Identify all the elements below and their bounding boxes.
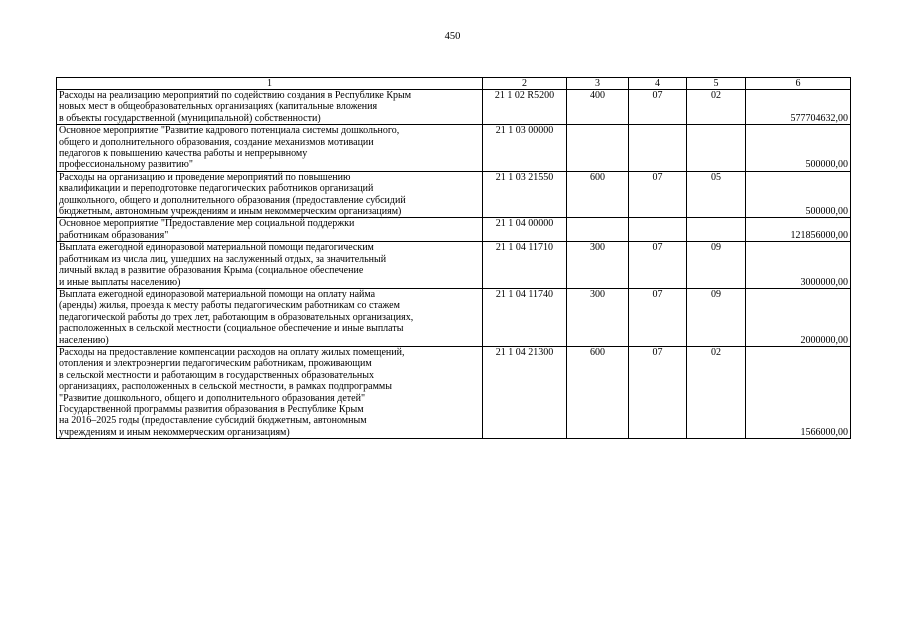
column-header-6: 6 (746, 78, 851, 90)
description-line: личный вклад в развитие образования Крыма (социальное обеспечение (59, 265, 364, 277)
description-line: в сельской местности и работающим в государственных образовательных (59, 369, 374, 381)
description-line: учреждениям и иным некоммерческим организациям) (59, 426, 290, 438)
row-code: 21 1 02 R5200 (483, 90, 567, 125)
description-line: Выплата ежегодной единоразовой материальной помощи на оплату найма (59, 288, 376, 300)
table-row (57, 125, 851, 172)
description-line: профессиональному развитию" (59, 159, 193, 171)
row-description (57, 346, 483, 438)
row-col-5: 02 (687, 90, 746, 125)
description-line: на 2016–2025 годы (предоставление субсидий бюджетным, автономным (59, 415, 367, 427)
description-line: работникам образования" (59, 229, 169, 241)
row-amount: 3000000,00 (746, 242, 851, 289)
row-description (57, 218, 483, 242)
row-code: 21 1 04 11740 (483, 288, 567, 346)
row-col-4: 07 (629, 346, 687, 438)
description-line: новых мест в общеобразовательных организациях (капитальные вложения (59, 101, 378, 113)
description-line: общего и дополнительного образования, создание механизмов мотивации (59, 136, 374, 148)
table-row (57, 171, 851, 218)
row-code: 21 1 04 00000 (483, 218, 567, 242)
description-line: Расходы на предоставление компенсации расходов на оплату жилых помещений, (59, 346, 405, 358)
description-line: работникам из числа лиц, ушедших на заслуженный отдых, за значительный (59, 253, 387, 265)
column-header-5: 5 (687, 78, 746, 90)
description-line: Государственной программы развития образования в Республике Крым (59, 403, 364, 415)
table-row (57, 218, 851, 242)
description-line: расположенных в сельской местности (социальное обеспечение и иные выплаты (59, 323, 404, 335)
description-line: в объекты государственной (муниципальной) собственности) (59, 112, 321, 124)
row-code: 21 1 04 21300 (483, 346, 567, 438)
description-line: педагогической работы до трех лет, работающим в образовательных организациях, (59, 311, 414, 323)
description-line: и иные выплаты населению) (59, 276, 181, 288)
row-col-5 (687, 218, 746, 242)
description-line: Основное мероприятие "Развитие кадрового потенциала системы дошкольного, (59, 125, 400, 137)
row-col-3: 600 (567, 171, 629, 218)
column-header-2: 2 (483, 78, 567, 90)
row-col-3 (567, 125, 629, 172)
page-number: 450 (444, 31, 461, 42)
row-description (57, 90, 483, 125)
row-code: 21 1 04 11710 (483, 242, 567, 289)
row-amount: 121856000,00 (746, 218, 851, 242)
column-header-1: 1 (57, 78, 483, 90)
table-row (57, 90, 851, 125)
description-line: (аренды) жилья, проезда к месту работы педагогическим работникам со стажем (59, 300, 400, 312)
column-header-4: 4 (629, 78, 687, 90)
description-line: "Развитие дошкольного, общего и дополнительного образования детей" (59, 392, 366, 404)
description-line: Расходы на организацию и проведение мероприятий по повышению (59, 171, 351, 183)
row-col-5: 09 (687, 288, 746, 346)
table-row (57, 346, 851, 438)
row-col-3: 400 (567, 90, 629, 125)
description-line: бюджетным, автономным учреждениям и иным некоммерческим организациям) (59, 206, 402, 218)
row-col-3 (567, 218, 629, 242)
row-col-4: 07 (629, 171, 687, 218)
description-line: отопления и электроэнергии педагогическим работникам, проживающим (59, 358, 372, 370)
description-line: населению) (59, 334, 109, 346)
row-col-5: 02 (687, 346, 746, 438)
description-line: Выплата ежегодной единоразовой материальной помощи педагогическим (59, 242, 374, 254)
row-col-4 (629, 125, 687, 172)
row-amount: 500000,00 (746, 125, 851, 172)
column-header-3: 3 (567, 78, 629, 90)
description-line: дошкольного, общего и дополнительного образования (предоставление субсидий (59, 194, 406, 206)
row-col-4: 07 (629, 288, 687, 346)
row-col-3: 300 (567, 288, 629, 346)
row-col-5 (687, 125, 746, 172)
row-col-4: 07 (629, 90, 687, 125)
row-col-5: 09 (687, 242, 746, 289)
description-line: Основное мероприятие "Предоставление мер социальной поддержки (59, 218, 355, 230)
row-code: 21 1 03 21550 (483, 171, 567, 218)
row-col-5: 05 (687, 171, 746, 218)
row-description (57, 125, 483, 172)
row-col-3: 300 (567, 242, 629, 289)
row-col-3: 600 (567, 346, 629, 438)
table-row (57, 242, 851, 289)
row-amount: 2000000,00 (746, 288, 851, 346)
row-amount: 577704632,00 (746, 90, 851, 125)
table-row (57, 288, 851, 346)
table-header-row (57, 78, 851, 90)
row-code: 21 1 03 00000 (483, 125, 567, 172)
row-description (57, 171, 483, 218)
budget-table (56, 77, 851, 439)
description-line: Расходы на реализацию мероприятий по содействию создания в Республике Крым (59, 90, 412, 101)
row-col-4 (629, 218, 687, 242)
description-line: педагогов к повышению качества работы и непрерывному (59, 148, 308, 160)
description-line: организациях, расположенных в сельской местности, в рамках подпрограммы (59, 381, 392, 393)
row-col-4: 07 (629, 242, 687, 289)
row-description (57, 288, 483, 346)
description-line: квалификации и переподготовке педагогических работников организаций (59, 183, 374, 195)
row-description (57, 242, 483, 289)
row-amount: 500000,00 (746, 171, 851, 218)
row-amount: 1566000,00 (746, 346, 851, 438)
